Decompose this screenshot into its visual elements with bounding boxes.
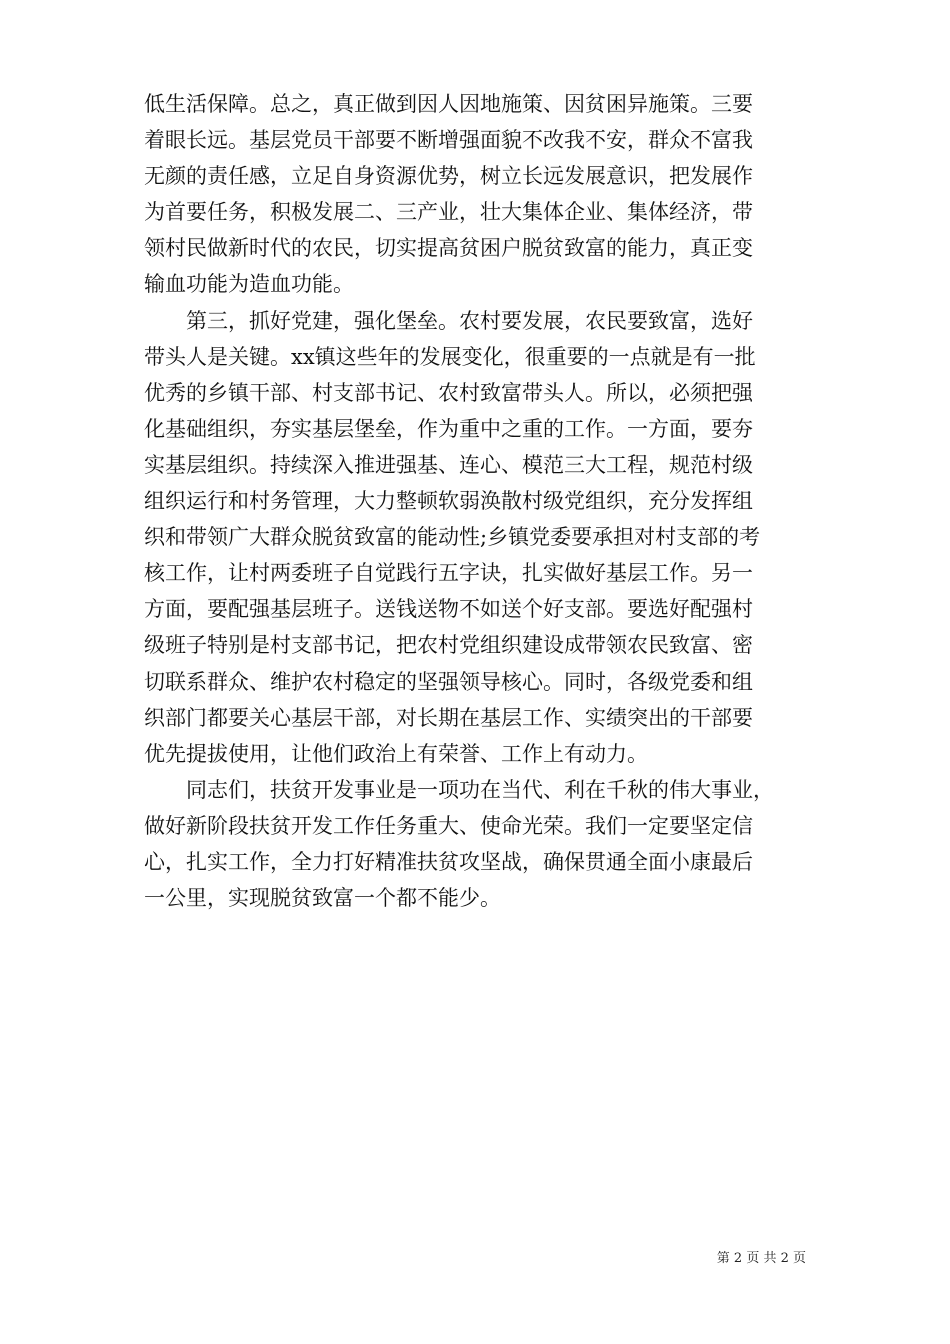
text-line: 为首要任务，积极发展二、三产业，壮大集体企业、集体经济，带 — [144, 200, 753, 225]
text-line: 领村民做新时代的农民，切实提高贫困户脱贫致富的能力，真正变 — [144, 236, 753, 261]
text-line: 做好新阶段扶贫开发工作任务重大、使命光荣。我们一定要坚定信 — [144, 813, 753, 838]
text-line: 优秀的乡镇干部、村支部书记、农村致富带头人。所以，必须把强 — [144, 380, 753, 405]
text-line: 第三，抓好党建，强化堡垒。农村要发展，农民要致富，选好 — [186, 308, 753, 333]
text-line: 织和带领广大群众脱贫致富的能动性;乡镇党委要承担对村支部的考 — [144, 525, 761, 550]
text-line: 织部门都要关心基层干部，对长期在基层工作、实绩突出的干部要 — [144, 705, 753, 730]
text-line: 核工作，让村两委班子自觉践行五字诀，扎实做好基层工作。另一 — [144, 561, 753, 586]
text-line: 一公里，实现脱贫致富一个都不能少。 — [144, 886, 501, 911]
text-line: 切联系群众、维护农村稳定的坚强领导核心。同时，各级党委和组 — [144, 669, 753, 694]
text-line: 方面，要配强基层班子。送钱送物不如送个好支部。要选好配强村 — [144, 597, 753, 622]
text-line: 心，扎实工作，全力打好精准扶贫攻坚战，确保贯通全面小康最后 — [144, 849, 753, 874]
text-line: 输血功能为造血功能。 — [144, 272, 354, 297]
paragraph-1 — [144, 86, 820, 303]
text-line: 带头人是关键。xx镇这些年的发展变化，很重要的一点就是有一批 — [144, 344, 756, 369]
text-line: 级班子特别是村支部书记，把农村党组织建设成带领农民致富、密 — [144, 633, 753, 658]
text-line: 组织运行和村务管理，大力整顿软弱涣散村级党组织，充分发挥组 — [144, 489, 753, 514]
paragraph-2 — [144, 303, 820, 772]
page-number: 第 2 页 共 2 页 — [716, 1251, 806, 1266]
text-line: 化基础组织，夯实基层堡垒，作为重中之重的工作。一方面，要夯 — [144, 416, 753, 441]
text-line: 优先提拔使用，让他们政治上有荣誉、工作上有动力。 — [144, 741, 648, 766]
body-text — [144, 86, 820, 916]
text-line: 着眼长远。基层党员干部要不断增强面貌不改我不安，群众不富我 — [144, 128, 753, 153]
text-line: 同志们，扶贫开发事业是一项功在当代、利在千秋的伟大事业， — [186, 777, 774, 802]
text-line: 低生活保障。总之，真正做到因人因地施策、因贫困异施策。三要 — [144, 92, 753, 116]
text-line: 实基层组织。持续深入推进强基、连心、模范三大工程，规范村级 — [144, 452, 753, 477]
paragraph-3 — [144, 772, 820, 916]
text-line: 无颜的责任感，立足自身资源优势，树立长远发展意识，把发展作 — [144, 164, 753, 189]
